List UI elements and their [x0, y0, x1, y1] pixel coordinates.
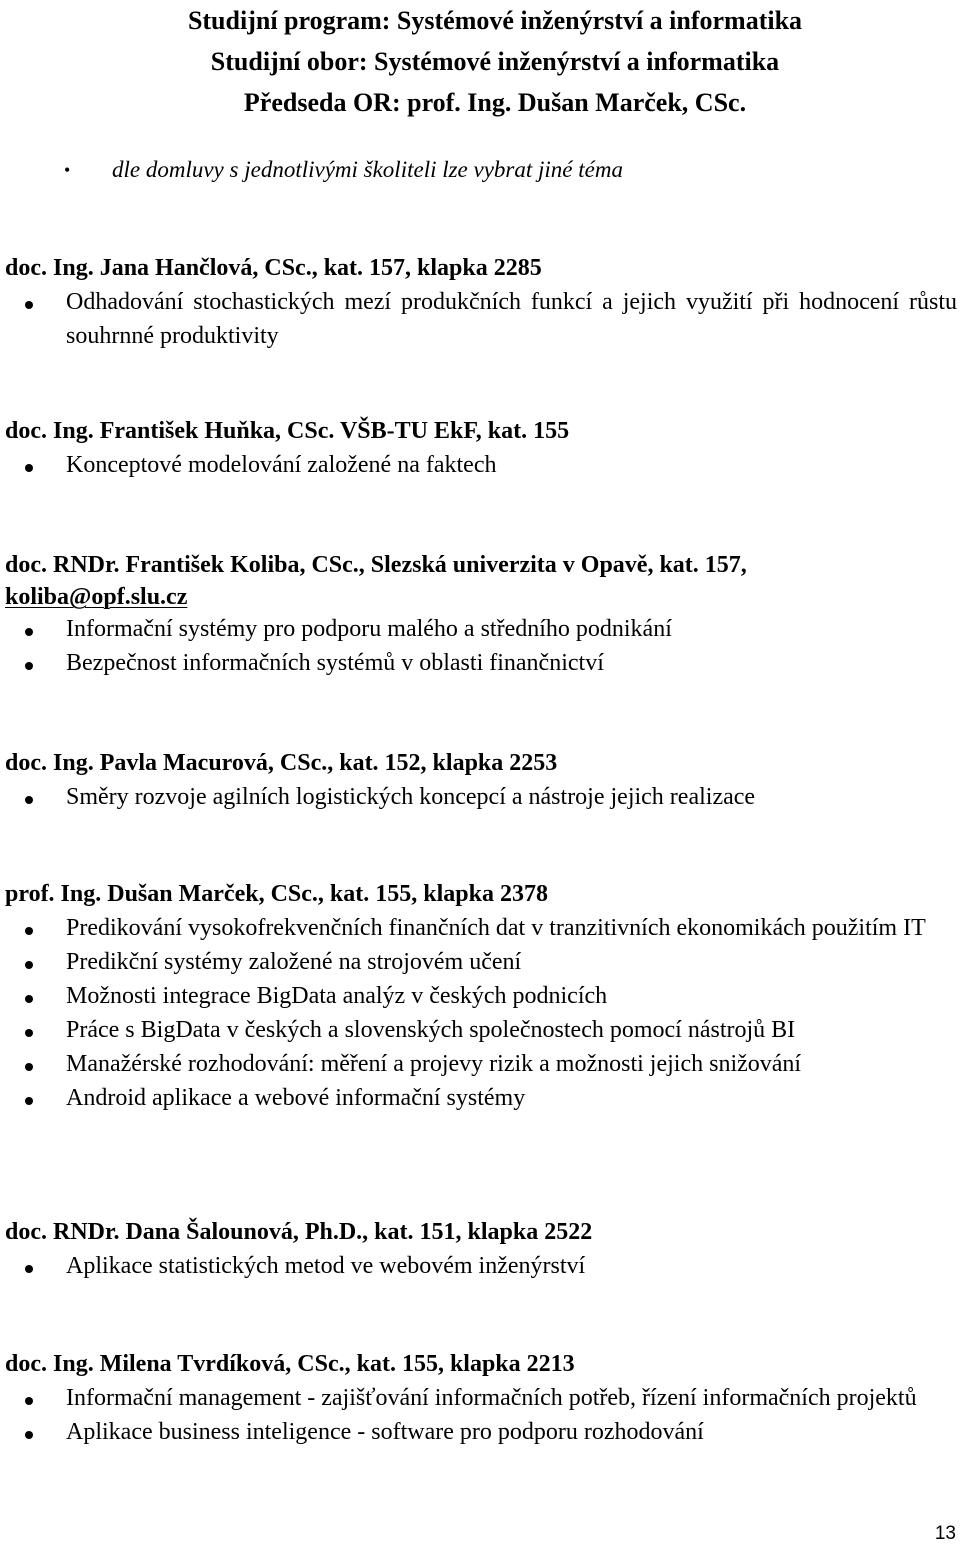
- note-bullet-icon: •: [64, 160, 71, 180]
- topic-item: [5, 945, 957, 979]
- bullet-icon: [25, 1431, 33, 1439]
- study-field: Studijní obor: Systémové inženýrství a informatika: [210, 47, 780, 76]
- topic-item: [5, 1081, 957, 1115]
- supervisor-block: [5, 746, 957, 814]
- topic-item: [5, 1047, 957, 1081]
- topic-text: Konceptové modelování založené na faktech: [66, 452, 497, 478]
- supervisor-block: [5, 251, 957, 353]
- bullet-icon: [25, 464, 33, 472]
- topic-list: [5, 780, 957, 814]
- topic-item: [5, 448, 957, 482]
- supervisor-block: [5, 877, 957, 1115]
- topic-text: Bezpečnost informačních systémů v oblasti finančnictví: [66, 650, 604, 676]
- bullet-icon: [25, 1063, 33, 1071]
- topic-text: Informační systémy pro podporu malého a středního podnikání: [66, 616, 672, 642]
- topic-text: Informační management - zajišťování informačních potřeb, řízení informačních projektů: [66, 1385, 917, 1411]
- document-header: [0, 0, 960, 123]
- supervisor-name: doc. Ing. František Huňka, CSc. VŠB-TU EkF, kat. 155: [5, 418, 570, 444]
- topic-list: [5, 285, 957, 353]
- topic-text: Manažérské rozhodování: měření a projevy rizik a možnosti jejich snižování: [66, 1051, 802, 1077]
- topic-list: [5, 448, 957, 482]
- topic-text: Aplikace business inteligence - software pro podporu rozhodování: [66, 1419, 704, 1445]
- topic-text: Predikování vysokofrekvenčních finančních dat v tranzitivních ekonomikách použitím IT: [66, 915, 926, 941]
- topic-item: [5, 1249, 957, 1283]
- topic-list: [5, 612, 957, 680]
- supervisor-name: doc. RNDr. Dana Šalounová, Ph.D., kat. 151, klapka 2522: [5, 1219, 593, 1245]
- topic-text: Android aplikace a webové informační systémy: [66, 1085, 526, 1111]
- topic-item: [5, 979, 957, 1013]
- supervisor-name: doc. Ing. Pavla Macurová, CSc., kat. 152, klapka 2253: [5, 750, 558, 776]
- topic-text: Směry rozvoje agilních logistických koncepcí a nástroje jejich realizace: [66, 784, 756, 810]
- bullet-icon: [25, 301, 33, 309]
- supervisor-block: [5, 1347, 957, 1449]
- supervisor-name: doc. Ing. Milena Tvrdíková, CSc., kat. 155, klapka 2213: [5, 1351, 575, 1377]
- topic-item: [5, 1381, 957, 1415]
- topic-text: Predikční systémy založené na strojovém učení: [66, 949, 522, 975]
- supervisor-block: [5, 548, 957, 680]
- bullet-icon: [25, 1397, 33, 1405]
- topic-item: [5, 1415, 957, 1449]
- supervisor-email-link[interactable]: koliba@opf.slu.cz: [5, 584, 188, 610]
- bullet-icon: [25, 1029, 33, 1037]
- topic-list: [5, 1249, 957, 1283]
- topic-text: Aplikace statistických metod ve webovém inženýrství: [66, 1253, 586, 1279]
- topic-item: [5, 1013, 957, 1047]
- topic-list: [5, 1381, 957, 1449]
- supervisor-name: doc. Ing. Jana Hančlová, CSc., kat. 157, klapka 2285: [5, 255, 542, 281]
- study-program: Studijní program: Systémové inženýrství a informatika: [187, 6, 803, 35]
- topic-item: [5, 612, 957, 646]
- supervisor-name: prof. Ing. Dušan Marček, CSc., kat. 155, klapka 2378: [5, 881, 548, 907]
- note-text: dle domluvy s jednotlivými školiteli lze vybrat jiné téma: [112, 157, 623, 182]
- topic-list: [5, 911, 957, 1115]
- supervisor-block: [5, 414, 957, 482]
- page-number: 13: [934, 1523, 956, 1544]
- topic-item: [5, 780, 957, 814]
- topic-item: [5, 646, 957, 680]
- topic-item: [5, 911, 957, 945]
- bullet-icon: [25, 662, 33, 670]
- bullet-icon: [25, 1265, 33, 1273]
- board-chair: Předseda OR: prof. Ing. Dušan Marček, CSc.: [243, 88, 747, 117]
- bullet-icon: [25, 628, 33, 636]
- topic-text: Možnosti integrace BigData analýz v českých podnicích: [66, 983, 608, 1009]
- topic-text: Práce s BigData v českých a slovenských společnostech pomocí nástrojů BI: [66, 1017, 796, 1043]
- bullet-icon: [25, 796, 33, 804]
- topic-item: [5, 285, 957, 353]
- bullet-icon: [25, 1097, 33, 1105]
- topic-text: Odhadování stochastických mezí produkčních funkcí a jejich využití při hodnocení růstu souhrnné produktivity: [66, 289, 957, 349]
- supervisor-block: [5, 1215, 957, 1283]
- supervisor-name: doc. RNDr. František Koliba, CSc., Slezská univerzita v Opavě, kat. 157,: [5, 552, 747, 578]
- bullet-icon: [25, 927, 33, 935]
- bullet-icon: [25, 995, 33, 1003]
- bullet-icon: [25, 961, 33, 969]
